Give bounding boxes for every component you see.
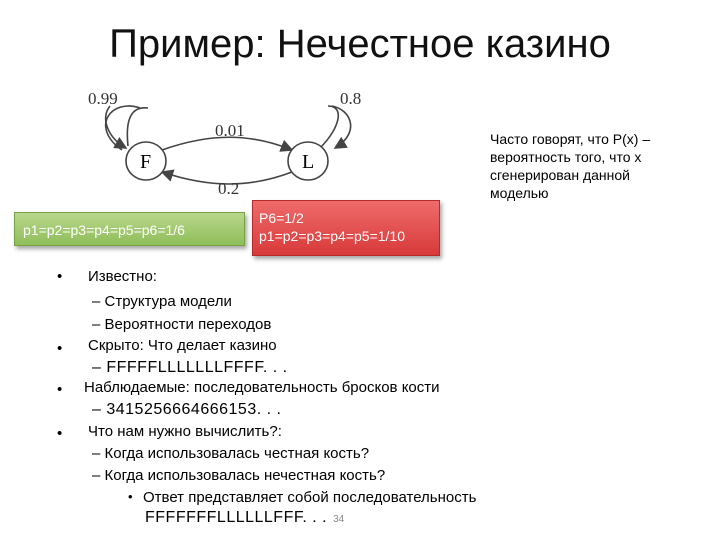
answer-sequence: FFFFFFFLLLLLLFFF. . . [145,509,328,526]
loaded-die-box [252,200,440,256]
hmm-state-diagram [70,88,380,198]
loaded-die-p6: P6=1/2 [259,210,304,226]
state-l-label: L [302,151,315,173]
bullet-marker: • [57,340,63,357]
state-f-label: F [140,151,152,173]
page-number: 34 [333,514,345,525]
answer-bullet: • [128,489,133,504]
self-loop-f [106,106,140,150]
prob-self-l: 0.8 [340,89,362,108]
loaded-die-others: p1=p2=p3=p4=p5=1/10 [259,228,405,244]
slide-title: Пример: Нечестное казино [109,22,611,66]
known-transitions: – Вероятности переходов [92,316,272,333]
prob-l-to-f: 0.2 [218,179,240,198]
question-loaded: – Когда использовалась нечестная кость? [92,467,386,484]
answer-text: Ответ представляет собой последовательность [143,489,477,506]
prob-f-to-l: 0.01 [215,121,245,140]
bullet-marker: • [57,425,63,442]
observed-sequence: – 3415256664666153. . . [92,401,282,418]
model-probability-note: Часто говорят, что P(x) – вероятность того, что x сгенерирован данной моделью [490,131,651,201]
question-fair: – Когда использовалась честная кость? [92,445,370,462]
prob-self-f: 0.99 [88,89,118,108]
known-heading: Известно: [88,268,157,285]
answer-line [145,509,344,529]
fair-die-box: p1=p2=p3=p4=p5=p6=1/6 [14,212,245,246]
known-structure: – Структура модели [92,293,232,310]
self-loop-l [320,106,338,148]
question-heading: Что нам нужно вычислить?: [88,423,282,440]
bullet-marker: • [57,381,63,398]
hidden-heading: Скрыто: Что делает казино [88,337,277,354]
hidden-sequence: – FFFFFLLLLLLLFFFF. . . [92,359,288,376]
bullet-marker: • [57,268,63,285]
observed-heading: Наблюдаемые: последовательность бросков кости [84,379,440,396]
